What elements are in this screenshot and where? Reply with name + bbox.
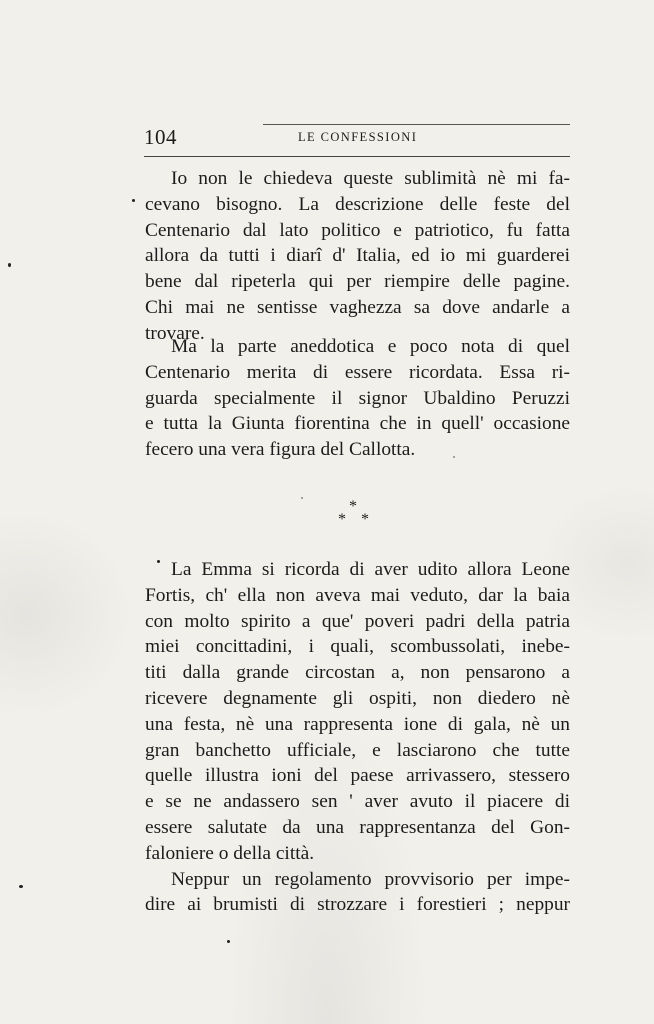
text-line: e se ne andassero sen ' aver avuto il piacere di [145, 791, 570, 813]
text-line: gran banchetto ufficiale, e lasciarono che tutte [145, 739, 570, 761]
text-line: La Emma si ricorda di aver udito allora Leone [171, 559, 570, 580]
asterisk-right: * [361, 511, 369, 528]
scan-speck [8, 263, 11, 267]
text-line: bene dal ripeterla qui per riempire delle pagine. [145, 271, 570, 293]
text-line: allora da tutti i diarî d' Italia, ed io mi guarderei [145, 245, 570, 267]
section-separator-asterism [336, 498, 376, 534]
text-line: e tutta la Giunta fiorentina che in quell' occasione [145, 413, 570, 435]
text-line: cevano bisogno. La descrizione delle feste del [145, 193, 570, 215]
asterisk-top: * [349, 498, 357, 515]
text-line: ricevere degnamente gli ospiti, non diedero nè [145, 687, 570, 709]
scan-speck [19, 885, 23, 888]
text-line: fecero una vera figura del Callotta. [145, 439, 416, 461]
running-title: LE CONFESSIONI [298, 130, 418, 144]
scan-speck [453, 456, 455, 458]
header-rule-bottom [144, 156, 570, 157]
scan-speck [301, 497, 303, 499]
text-line: Fortis, ch' ella non aveva mai veduto, dar la baia [145, 584, 570, 606]
text-line: con molto spirito a que' poveri padri della patria [145, 610, 570, 632]
text-line: Centenario merita di essere ricordata. Essa ri- [145, 361, 570, 383]
scan-speck [132, 199, 135, 202]
text-line: quelle illustra ioni del paese arrivassero, stessero [145, 765, 570, 787]
text-line: Ma la parte aneddotica e poco nota di quel [171, 336, 570, 357]
text-line: Centenario dal lato politico e patriotico, fu fatta [145, 219, 570, 241]
scan-speck [157, 560, 160, 563]
text-line: miei concittadini, i quali, scombussolati, inebe- [145, 636, 570, 658]
paragraph-1 [145, 166, 570, 347]
page-header [144, 124, 570, 160]
text-line: trovare. [145, 322, 205, 344]
text-line: Neppur un regolamento provvisorio per impe- [171, 868, 570, 890]
text-line: guarda specialmente il signor Ubaldino Peruzzi [145, 387, 570, 409]
text-line: Chi mai ne sentisse vaghezza sa dove andarle a [145, 296, 570, 318]
header-rule-top [263, 124, 570, 125]
asterisk-left: * [338, 511, 346, 528]
scan-speck [227, 940, 230, 943]
page-number: 104 [144, 125, 177, 149]
text-line: dire ai brumisti di strozzare i forestieri ; neppur [145, 894, 570, 916]
text-line: essere salutate da una rappresentanza del Gon- [145, 816, 570, 838]
text-line: titi dalla grande circostan a, non pensarono a [145, 662, 570, 684]
text-line: una festa, nè una rappresenta ione di gala, nè un [145, 713, 570, 735]
text-line: Io non le chiedeva queste sublimità nè mi fa- [171, 168, 570, 189]
paragraph-3 [145, 557, 570, 918]
paragraph-2 [145, 334, 570, 463]
text-line: faloniere o della città. [145, 842, 315, 864]
